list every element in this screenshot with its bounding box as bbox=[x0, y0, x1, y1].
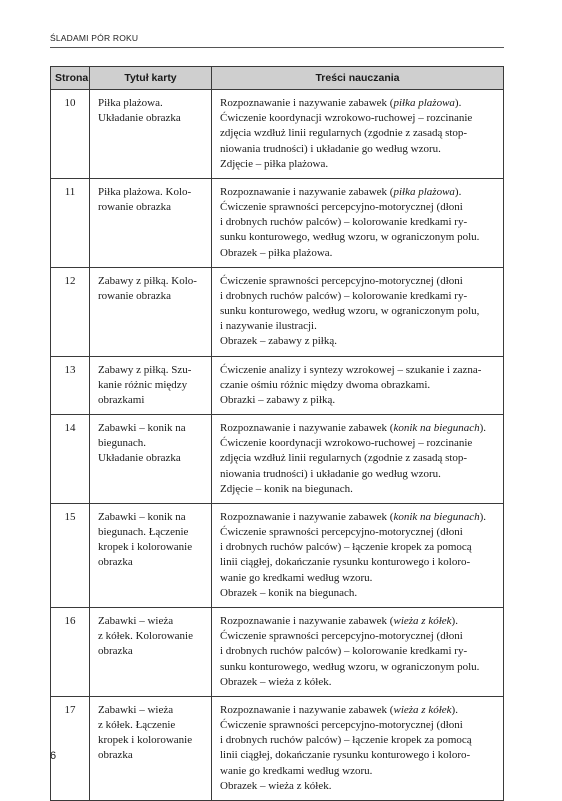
cell-teaching-content bbox=[212, 356, 504, 415]
card-title-line: biegunach. Łączenie bbox=[98, 526, 189, 539]
card-title-line: obrazka bbox=[98, 556, 133, 569]
content-text: i drobnych ruchów palców) – kolorowanie kredkami ry- bbox=[220, 216, 468, 229]
table-row bbox=[51, 90, 504, 179]
table-row bbox=[51, 696, 504, 800]
content-text: i drobnych ruchów palców) – łączenie kropek za pomocą bbox=[220, 541, 472, 554]
column-header-page: Strona bbox=[51, 67, 90, 90]
content-line bbox=[220, 482, 497, 497]
card-title-line: Zabawy z piłką. Kolo- bbox=[98, 274, 197, 287]
content-text: Ćwiczenie koordynacji wzrokowo-ruchowej – rozcinanie bbox=[220, 437, 473, 450]
content-text: Ćwiczenie sprawności percepcyjno-motorycznej (dłoni bbox=[220, 630, 463, 643]
content-line bbox=[220, 733, 497, 748]
content-text: i drobnych ruchów palców) – kolorowanie kredkami ry- bbox=[220, 289, 468, 302]
content-text: sunku konturowego, według wzoru, w ograniczonym polu, bbox=[220, 305, 480, 318]
cell-teaching-content bbox=[212, 607, 504, 696]
card-title-line: obrazka bbox=[98, 645, 133, 658]
page-number: 6 bbox=[50, 750, 57, 762]
content-line bbox=[220, 436, 497, 451]
content-text: Rozpoznawanie i nazywanie zabawek ( bbox=[220, 422, 394, 435]
content-text: ). bbox=[454, 97, 462, 109]
content-text: Obrazek – konik na biegunach. bbox=[220, 586, 358, 599]
content-text: wanie go kredkami według wzoru. bbox=[220, 764, 373, 777]
card-title-line: Zabawki – konik na bbox=[98, 422, 186, 435]
content-italic-term: wieża z kółek bbox=[393, 614, 452, 627]
content-italic-term: konik na biegunach bbox=[393, 510, 480, 523]
cell-page-number: 14 bbox=[51, 415, 90, 504]
content-text: ). bbox=[479, 422, 487, 435]
table-row bbox=[51, 503, 504, 607]
content-text: sunku konturowego, według wzoru, w ograniczonym polu. bbox=[220, 660, 480, 673]
column-header-content: Treści nauczania bbox=[212, 67, 504, 90]
content-text: sunku konturowego, według wzoru, w ograniczonym polu. bbox=[220, 231, 480, 244]
content-line bbox=[220, 111, 497, 126]
content-line bbox=[220, 334, 497, 349]
content-italic-term: konik na biegunach bbox=[393, 422, 480, 435]
content-text: Obrazki – zabawy z piłką. bbox=[220, 393, 336, 406]
content-line bbox=[220, 96, 497, 111]
content-line bbox=[220, 660, 497, 675]
table-row bbox=[51, 267, 504, 356]
card-title-line: Piłka plażowa. bbox=[98, 97, 163, 109]
content-text: ). bbox=[479, 510, 487, 523]
content-text: Zdjęcie – konik na biegunach. bbox=[220, 482, 353, 495]
card-title-line: Zabawki – wieża bbox=[98, 703, 174, 716]
cell-page-number: 16 bbox=[51, 607, 90, 696]
content-text: Ćwiczenie analizy i syntezy wzrokowej – szukanie i zazna- bbox=[220, 363, 482, 376]
cell-page-number: 11 bbox=[51, 178, 90, 267]
content-text: Obrazek – piłka plażowa. bbox=[220, 246, 333, 259]
cell-teaching-content bbox=[212, 178, 504, 267]
content-text: Ćwiczenie koordynacji wzrokowo-ruchowej – rozcinanie bbox=[220, 112, 473, 125]
content-line bbox=[220, 246, 497, 261]
content-line bbox=[220, 748, 497, 763]
cell-card-title bbox=[90, 178, 212, 267]
content-text: Zdjęcie – piłka plażowa. bbox=[220, 157, 329, 170]
content-line bbox=[220, 555, 497, 570]
content-line bbox=[220, 230, 497, 245]
content-text: Rozpoznawanie i nazywanie zabawek ( bbox=[220, 510, 394, 523]
content-line bbox=[220, 304, 497, 319]
content-line bbox=[220, 644, 497, 659]
content-line bbox=[220, 363, 497, 378]
content-text: Rozpoznawanie i nazywanie zabawek ( bbox=[220, 185, 394, 198]
column-header-title: Tytuł karty bbox=[90, 67, 212, 90]
content-line bbox=[220, 289, 497, 304]
card-title-line: Zabawki – konik na bbox=[98, 510, 186, 523]
content-text: ). bbox=[454, 185, 462, 198]
card-title-line: rowanie obrazka bbox=[98, 289, 171, 302]
content-text: Obrazek – wieża z kółek. bbox=[220, 675, 332, 688]
content-text: Obrazek – zabawy z piłką. bbox=[220, 335, 337, 348]
content-line bbox=[220, 779, 497, 794]
content-text: Ćwiczenie sprawności percepcyjno-motorycznej (dłoni bbox=[220, 719, 463, 732]
content-line bbox=[220, 540, 497, 555]
content-text: Ćwiczenie sprawności percepcyjno-motorycznej (dłoni bbox=[220, 274, 463, 287]
cell-page-number: 12 bbox=[51, 267, 90, 356]
content-text: niowania trudności) i układanie go według wzoru. bbox=[220, 142, 441, 155]
cell-card-title bbox=[90, 696, 212, 800]
card-title-line: Zabawki – wieża bbox=[98, 614, 174, 627]
card-title-line: z kółek. Kolorowanie bbox=[98, 630, 193, 643]
table-body bbox=[51, 90, 504, 801]
content-line bbox=[220, 421, 497, 436]
content-line bbox=[220, 215, 497, 230]
card-title-line: Układanie obrazka bbox=[98, 452, 181, 465]
cell-page-number: 15 bbox=[51, 503, 90, 607]
cell-teaching-content bbox=[212, 267, 504, 356]
content-text: i drobnych ruchów palców) – łączenie kropek za pomocą bbox=[220, 734, 472, 747]
content-text: Ćwiczenie sprawności percepcyjno-motorycznej (dłoni bbox=[220, 526, 463, 539]
content-line bbox=[220, 451, 497, 466]
content-line bbox=[220, 157, 497, 172]
content-text: Rozpoznawanie i nazywanie zabawek ( bbox=[220, 614, 394, 627]
content-line bbox=[220, 675, 497, 690]
card-title-line: kropek i kolorowanie bbox=[98, 734, 193, 747]
card-title-line: Piłka plażowa. Kolo- bbox=[98, 185, 192, 198]
content-line bbox=[220, 571, 497, 586]
card-title-line: biegunach. bbox=[98, 437, 146, 450]
header-rule bbox=[50, 47, 504, 48]
content-text: Rozpoznawanie i nazywanie zabawek ( bbox=[220, 97, 394, 109]
content-line bbox=[220, 629, 497, 644]
card-title-line: kropek i kolorowanie bbox=[98, 541, 193, 554]
content-text: ). bbox=[451, 703, 458, 716]
content-line bbox=[220, 510, 497, 525]
content-line bbox=[220, 703, 497, 718]
table-header-row bbox=[51, 67, 504, 90]
content-line bbox=[220, 185, 497, 200]
content-text: czanie ośmiu różnic między dwoma obrazkami. bbox=[220, 378, 431, 391]
cell-page-number: 17 bbox=[51, 696, 90, 800]
content-line bbox=[220, 393, 497, 408]
card-title-line: Zabawy z piłką. Szu- bbox=[98, 363, 192, 376]
content-text: zdjęcia wzdłuż linii regularnych (zgodnie z zasadą stop- bbox=[220, 452, 468, 465]
cell-teaching-content bbox=[212, 90, 504, 179]
cell-card-title bbox=[90, 356, 212, 415]
content-line bbox=[220, 764, 497, 779]
cell-card-title bbox=[90, 415, 212, 504]
curriculum-table bbox=[50, 66, 504, 801]
content-text: linii ciągłej, dokańczanie rysunku konturowego i koloro- bbox=[220, 556, 471, 569]
table-row bbox=[51, 356, 504, 415]
content-line bbox=[220, 586, 497, 601]
content-italic-term: piłka plażowa bbox=[393, 97, 455, 109]
cell-teaching-content bbox=[212, 696, 504, 800]
content-line bbox=[220, 274, 497, 289]
content-text: wanie go kredkami według wzoru. bbox=[220, 571, 373, 584]
card-title-line: rowanie obrazka bbox=[98, 201, 171, 214]
card-title-line: Układanie obrazka bbox=[98, 112, 181, 125]
content-line bbox=[220, 126, 497, 141]
cell-teaching-content bbox=[212, 415, 504, 504]
cell-card-title bbox=[90, 607, 212, 696]
content-text: i nazywanie ilustracji. bbox=[220, 320, 317, 333]
cell-card-title bbox=[90, 90, 212, 179]
cell-page-number: 10 bbox=[51, 90, 90, 179]
cell-page-number: 13 bbox=[51, 356, 90, 415]
content-text: i drobnych ruchów palców) – kolorowanie kredkami ry- bbox=[220, 645, 468, 658]
card-title-line: kanie różnic między bbox=[98, 378, 188, 391]
content-text: ). bbox=[451, 614, 458, 627]
content-text: niowania trudności) i układanie go według wzoru. bbox=[220, 467, 441, 480]
cell-card-title bbox=[90, 503, 212, 607]
content-line bbox=[220, 200, 497, 215]
cell-card-title bbox=[90, 267, 212, 356]
running-head: ŚLADAMI PÓR ROKU bbox=[50, 33, 139, 43]
content-text: Obrazek – wieża z kółek. bbox=[220, 779, 332, 792]
content-text: Ćwiczenie sprawności percepcyjno-motorycznej (dłoni bbox=[220, 201, 463, 214]
content-italic-term: piłka plażowa bbox=[393, 185, 455, 198]
content-line bbox=[220, 378, 497, 393]
content-line bbox=[220, 718, 497, 733]
content-line bbox=[220, 319, 497, 334]
content-text: Rozpoznawanie i nazywanie zabawek ( bbox=[220, 703, 394, 716]
table-row bbox=[51, 415, 504, 504]
cell-teaching-content bbox=[212, 503, 504, 607]
content-line bbox=[220, 467, 497, 482]
card-title-line: obrazkami bbox=[98, 393, 145, 406]
table-row bbox=[51, 178, 504, 267]
content-line bbox=[220, 614, 497, 629]
card-title-line: z kółek. Łączenie bbox=[98, 719, 176, 732]
content-line bbox=[220, 142, 497, 157]
table-row bbox=[51, 607, 504, 696]
card-title-line: obrazka bbox=[98, 749, 133, 762]
content-text: linii ciągłej, dokańczanie rysunku konturowego i koloro- bbox=[220, 749, 471, 762]
content-italic-term: wieża z kółek bbox=[393, 703, 452, 716]
content-line bbox=[220, 525, 497, 540]
content-text: zdjęcia wzdłuż linii regularnych (zgodnie z zasadą stop- bbox=[220, 127, 468, 140]
